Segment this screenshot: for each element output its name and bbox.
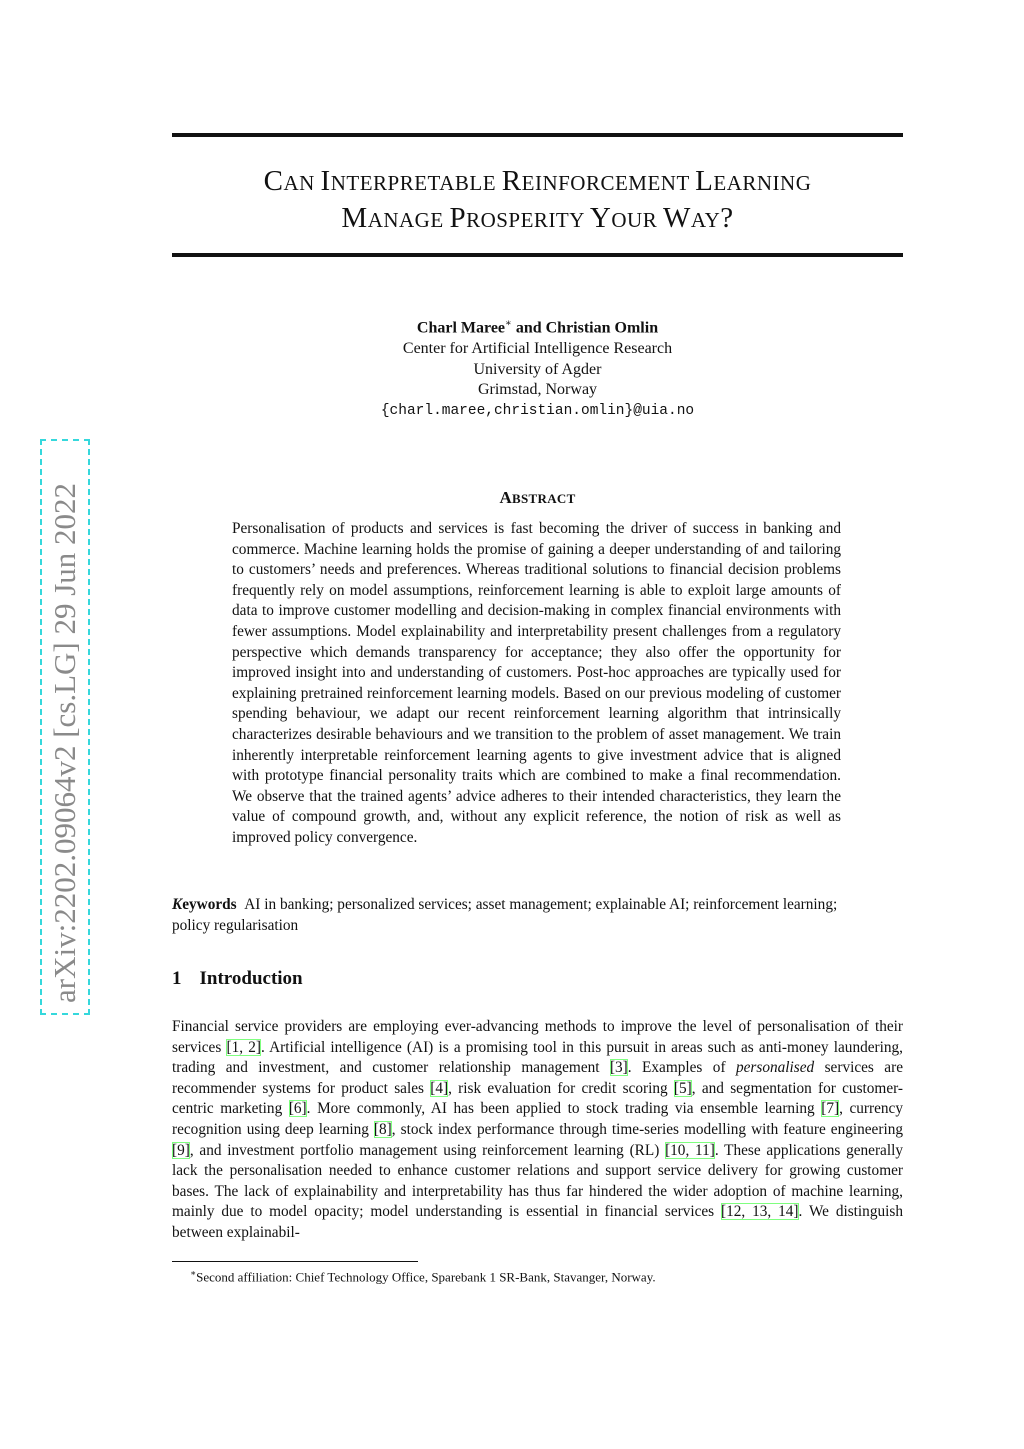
author-university: University of Agder xyxy=(473,360,602,378)
citation-link[interactable]: [10, 11] xyxy=(665,1141,715,1159)
citation-link[interactable]: [9] xyxy=(172,1141,190,1159)
author-affiliation: Center for Artificial Intelligence Research xyxy=(402,340,673,358)
citation-link[interactable]: [12, 13, 14] xyxy=(721,1203,799,1221)
citation-link[interactable]: [5] xyxy=(673,1079,692,1097)
citation-link[interactable]: [6] xyxy=(288,1100,307,1118)
author-names: Charl Maree∗ and Christian Omlin xyxy=(416,318,659,337)
title-top-rule xyxy=(172,133,903,137)
citation-link[interactable]: [4] xyxy=(430,1079,449,1097)
author-email[interactable]: {charl.maree,christian.omlin}@uia.no xyxy=(380,403,695,420)
paper-title xyxy=(172,164,903,238)
footnote: ∗Second affiliation: Chief Technology Office, Sparebank 1 SR-Bank, Stavanger, Norway. xyxy=(190,1268,656,1285)
keywords-label: Keywords xyxy=(172,896,237,913)
title-line-1: CAN INTERPRETABLE REINFORCEMENT LEARNING xyxy=(263,165,812,197)
citation-link[interactable]: [1, 2] xyxy=(226,1038,261,1056)
title-line-2: MANAGE PROSPERITY YOUR WAY? xyxy=(341,202,734,234)
abstract-text: Personalisation of products and services is fast becoming the driver of success in banking and commerce. Machine learning holds the promise of gaining a deeper understanding of and tailoring to customers’ needs and preferences. Whereas traditional solutions to financial decision problems frequently rely on model assumptions, reinforcement learning is able to exploit large amounts of data to improve customer modelling and decision-making in complex financial environments with fewer assumptions. Model explainability and interpretability present challenges from a regulatory perspective which demands transparency for acceptance; they also offer the opportunity for improved insight into and understanding of customers. Post-hoc approaches are typically used for explaining pretrained reinforcement learning models. Based on our previous modeling of customer spending behaviour, we adapt our recent reinforcement learning algorithm that intrinsically characterizes desirable behaviours and we transition to the problem of asset management. We train inherently interpretable reinforcement learning agents to give investment advice that is aligned with prototype financial personality traits which are combined to make a final recommendation. We observe that the trained agents’ advice adheres to their intended characteristics, they learn the value of compound growth, and, without any explicit reference, the notion of risk as well as improved policy convergence. xyxy=(232,520,841,846)
section-heading-introduction: 1 Introduction xyxy=(172,968,303,989)
author-block xyxy=(172,314,903,422)
keywords xyxy=(172,895,872,936)
author-location: Grimstad, Norway xyxy=(477,381,598,399)
title-bottom-rule xyxy=(172,253,903,257)
citation-link[interactable]: [7] xyxy=(821,1100,840,1118)
abstract-heading: ABSTRACT xyxy=(499,488,576,507)
citation-link[interactable]: [8] xyxy=(373,1120,392,1138)
footnote-rule xyxy=(172,1261,418,1262)
keywords-text: AI in banking; personalized services; asset management; explainable AI; reinforcement learning; policy regularisation xyxy=(172,896,838,934)
introduction-paragraph: Financial service providers are employing ever-advancing methods to improve the level of personalisation of their services [1, 2]. Artificial intelligence (AI) is a promising tool in this pursuit in areas such as anti-money laundering, trading and investment, and customer relationship management [3]. Examples of personalised services are recommender systems for product sales [4], risk evaluation for credit scoring [5], and segmentation for customer-centric marketing [6]. More commonly, AI has been applied to stock trading via ensemble learning [7], currency recognition using deep learning [8], stock index performance through time-series modelling with feature engineering [9], and investment portfolio management using reinforcement learning (RL) [10, 11]. These applications generally lack the personalisation needed to enhance customer relations and support service delivery for growing customer bases. The lack of explainability and interpretability has thus far hindered the wider adoption of machine learning, mainly due to model opacity; model understanding is essential in financial services [12, 13, 14]. We distinguish between explainabil- xyxy=(172,1018,904,1241)
arxiv-stamp: arXiv:2202.09064v2 [cs.LG] 29 Jun 2022 xyxy=(40,439,90,1015)
citation-link[interactable]: [3] xyxy=(609,1059,628,1077)
